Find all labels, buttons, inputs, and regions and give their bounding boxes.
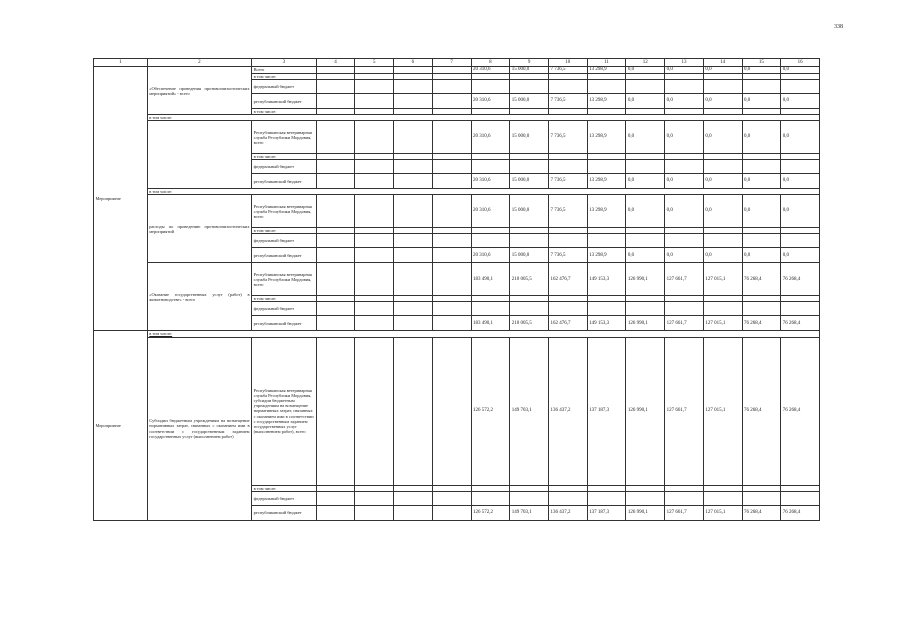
value-cell: 20 310,6 — [471, 195, 510, 228]
value-cell: 127 015,1 — [703, 505, 742, 520]
value-cell: 127 661,7 — [665, 263, 704, 296]
value-cell: 126 990,1 — [626, 505, 665, 520]
row-label: республиканский бюджет — [252, 505, 317, 520]
value-cell: 0,0 — [626, 94, 665, 109]
value-cell: 126 572,2 — [471, 337, 510, 485]
value-cell: 7 736,5 — [548, 94, 587, 109]
row-label: федеральный бюджет — [252, 302, 317, 316]
row-label: в том числе: — [252, 485, 317, 491]
row-label: федеральный бюджет — [252, 80, 317, 94]
header-cell: 14 — [703, 59, 742, 67]
value-cell: 15 000,0 — [510, 67, 549, 74]
value-cell: 20 310,6 — [471, 67, 510, 74]
value-cell: 15 000,0 — [510, 248, 549, 263]
value-cell: 127 015,1 — [703, 337, 742, 485]
header-cell: 1 — [94, 59, 148, 67]
value-cell: 76 268,4 — [742, 505, 781, 520]
value-cell: 127 661,7 — [665, 505, 704, 520]
row-label: федеральный бюджет — [252, 234, 317, 248]
row-label: в том числе: — [252, 154, 317, 160]
value-cell: 20 310,6 — [471, 121, 510, 154]
value-cell: 15 000,0 — [510, 195, 549, 228]
value-cell: 20 310,6 — [471, 248, 510, 263]
value-cell: 0,0 — [742, 248, 781, 263]
value-cell: 0,0 — [665, 174, 704, 189]
value-cell: 0,0 — [703, 195, 742, 228]
row-label: республиканский бюджет — [252, 94, 317, 109]
header-cell: 6 — [394, 59, 433, 67]
value-cell: 15 000,0 — [510, 94, 549, 109]
value-cell: 0,0 — [665, 195, 704, 228]
value-cell: 0,0 — [742, 67, 781, 74]
value-cell: 0,0 — [703, 67, 742, 74]
header-cell: 16 — [781, 59, 820, 67]
value-cell: 0,0 — [703, 248, 742, 263]
value-cell: 0,0 — [626, 174, 665, 189]
value-cell: 137 187,3 — [587, 337, 626, 485]
value-cell: 0,0 — [742, 174, 781, 189]
row-label: в том числе: — [252, 228, 317, 234]
value-cell: 76 268,4 — [781, 263, 820, 296]
row-label: в том числе: — [147, 115, 819, 121]
event-title: «Оказание государственных услуг (работ) в животноводстве» - всего — [147, 263, 251, 331]
value-cell: 136 437,2 — [548, 505, 587, 520]
header-cell: 8 — [471, 59, 510, 67]
value-cell: 0,0 — [626, 121, 665, 154]
row-label: Республиканская ветеринарная служба Республики Мордовия, всего — [252, 195, 317, 228]
value-cell: 13 298,9 — [587, 94, 626, 109]
header-cell: 10 — [548, 59, 587, 67]
row-label: в том числе: — [252, 74, 317, 80]
value-cell: 13 298,9 — [587, 67, 626, 74]
value-cell: 183 490,1 — [471, 263, 510, 296]
page-number: 338 — [834, 24, 843, 30]
value-cell: 136 437,2 — [548, 337, 587, 485]
value-cell: 0,0 — [742, 121, 781, 154]
table-row — [94, 67, 820, 74]
row-label: республиканский бюджет — [252, 248, 317, 263]
value-cell: 20 310,6 — [471, 174, 510, 189]
header-cell: 12 — [626, 59, 665, 67]
value-cell: 126 990,1 — [626, 337, 665, 485]
value-cell: 15 000,0 — [510, 174, 549, 189]
value-cell: 127 661,7 — [665, 316, 704, 331]
value-cell: 0,0 — [742, 195, 781, 228]
value-cell: 127 015,1 — [703, 316, 742, 331]
value-cell: 137 187,3 — [587, 505, 626, 520]
value-cell: 7 736,5 — [548, 195, 587, 228]
value-cell: 76 268,4 — [742, 337, 781, 485]
value-cell: 0,0 — [626, 195, 665, 228]
event-title: Субсидии бюджетным учреждениям на возмещение нормативных затрат, связанных с оказанием ими в соответствии с государственным заданием государственных услуг (выполнением работ) — [147, 337, 251, 520]
value-cell: 13 298,9 — [587, 174, 626, 189]
value-cell: 126 990,1 — [626, 263, 665, 296]
header-cell: 5 — [355, 59, 394, 67]
header-cell: 13 — [665, 59, 704, 67]
value-cell: 0,0 — [665, 67, 704, 74]
header-row — [94, 59, 820, 67]
value-cell: 0,0 — [665, 121, 704, 154]
value-cell: 76 268,4 — [742, 263, 781, 296]
row-label: Республиканская ветеринарная служба Республики Мордовия, субсидии бюджетным учреждениям на возмещение нормативных затрат, связанных с оказанием ими в соответствии с государственным заданием государственных услуг (выполнением работ), всего — [252, 337, 317, 485]
budget-table — [93, 58, 820, 521]
value-cell: 149 153,3 — [587, 263, 626, 296]
row-label: Республиканская ветеринарная служба Республики Мордовия, всего — [252, 263, 317, 296]
value-cell: 7 736,5 — [548, 174, 587, 189]
value-cell: 0,0 — [665, 94, 704, 109]
value-cell: 0,0 — [781, 195, 820, 228]
event-label: Мероприятие — [94, 67, 148, 331]
row-label: Всего — [252, 67, 317, 74]
value-cell: 76 268,4 — [742, 316, 781, 331]
value-cell: 0,0 — [626, 248, 665, 263]
event-title: расходы по проведению противоэпизоотических мероприятий — [147, 195, 251, 263]
value-cell: 149 703,1 — [510, 505, 549, 520]
row-label: в том числе: — [147, 331, 819, 337]
row-label: республиканский бюджет — [252, 174, 317, 189]
value-cell: 0,0 — [703, 174, 742, 189]
value-cell: 13 298,9 — [587, 195, 626, 228]
value-cell: 0,0 — [626, 67, 665, 74]
event-label: Мероприятие — [94, 331, 148, 520]
header-cell: 2 — [147, 59, 251, 67]
value-cell: 0,0 — [781, 67, 820, 74]
value-cell: 0,0 — [781, 174, 820, 189]
value-cell: 149 703,1 — [510, 337, 549, 485]
value-cell: 15 000,0 — [510, 121, 549, 154]
value-cell: 76 268,4 — [781, 316, 820, 331]
row-label: в том числе: — [147, 189, 819, 195]
row-label: в том числе: — [252, 296, 317, 302]
row-label: Республиканская ветеринарная служба Республики Мордовия, всего — [252, 121, 317, 154]
value-cell: 7 736,5 — [548, 121, 587, 154]
header-cell: 7 — [432, 59, 471, 67]
value-cell: 162 476,7 — [548, 263, 587, 296]
value-cell: 0,0 — [703, 121, 742, 154]
row-label: в том числе: — [252, 109, 317, 115]
value-cell: 13 298,9 — [587, 121, 626, 154]
event-title: «Обеспечение проведения противоэпизоотических мероприятий» - всего — [147, 67, 251, 115]
value-cell: 76 268,4 — [781, 505, 820, 520]
value-cell: 183 490,1 — [471, 316, 510, 331]
row-label: федеральный бюджет — [252, 160, 317, 174]
value-cell: 126 990,1 — [626, 316, 665, 331]
header-cell: 4 — [316, 59, 355, 67]
value-cell: 127 015,1 — [703, 263, 742, 296]
value-cell: 13 298,9 — [587, 248, 626, 263]
table-row — [94, 121, 820, 154]
value-cell: 210 005,5 — [510, 263, 549, 296]
header-cell: 3 — [252, 59, 317, 67]
value-cell: 0,0 — [703, 94, 742, 109]
value-cell: 210 005,5 — [510, 316, 549, 331]
value-cell: 0,0 — [781, 121, 820, 154]
table-row — [94, 195, 820, 228]
header-cell: 9 — [510, 59, 549, 67]
value-cell: 149 153,3 — [587, 316, 626, 331]
value-cell: 76 268,4 — [781, 337, 820, 485]
value-cell: 0,0 — [781, 94, 820, 109]
table-row — [94, 263, 820, 296]
value-cell: 127 661,7 — [665, 337, 704, 485]
value-cell: 0,0 — [665, 248, 704, 263]
value-cell: 7 736,5 — [548, 248, 587, 263]
value-cell: 7 736,5 — [548, 67, 587, 74]
value-cell: 162 476,7 — [548, 316, 587, 331]
value-cell: 20 310,6 — [471, 94, 510, 109]
table-row — [94, 337, 820, 485]
value-cell: 0,0 — [742, 94, 781, 109]
header-cell: 15 — [742, 59, 781, 67]
row-label: республиканский бюджет — [252, 316, 317, 331]
header-cell: 11 — [587, 59, 626, 67]
value-cell: 0,0 — [781, 248, 820, 263]
row-label: федеральный бюджет — [252, 491, 317, 505]
value-cell: 126 572,2 — [471, 505, 510, 520]
